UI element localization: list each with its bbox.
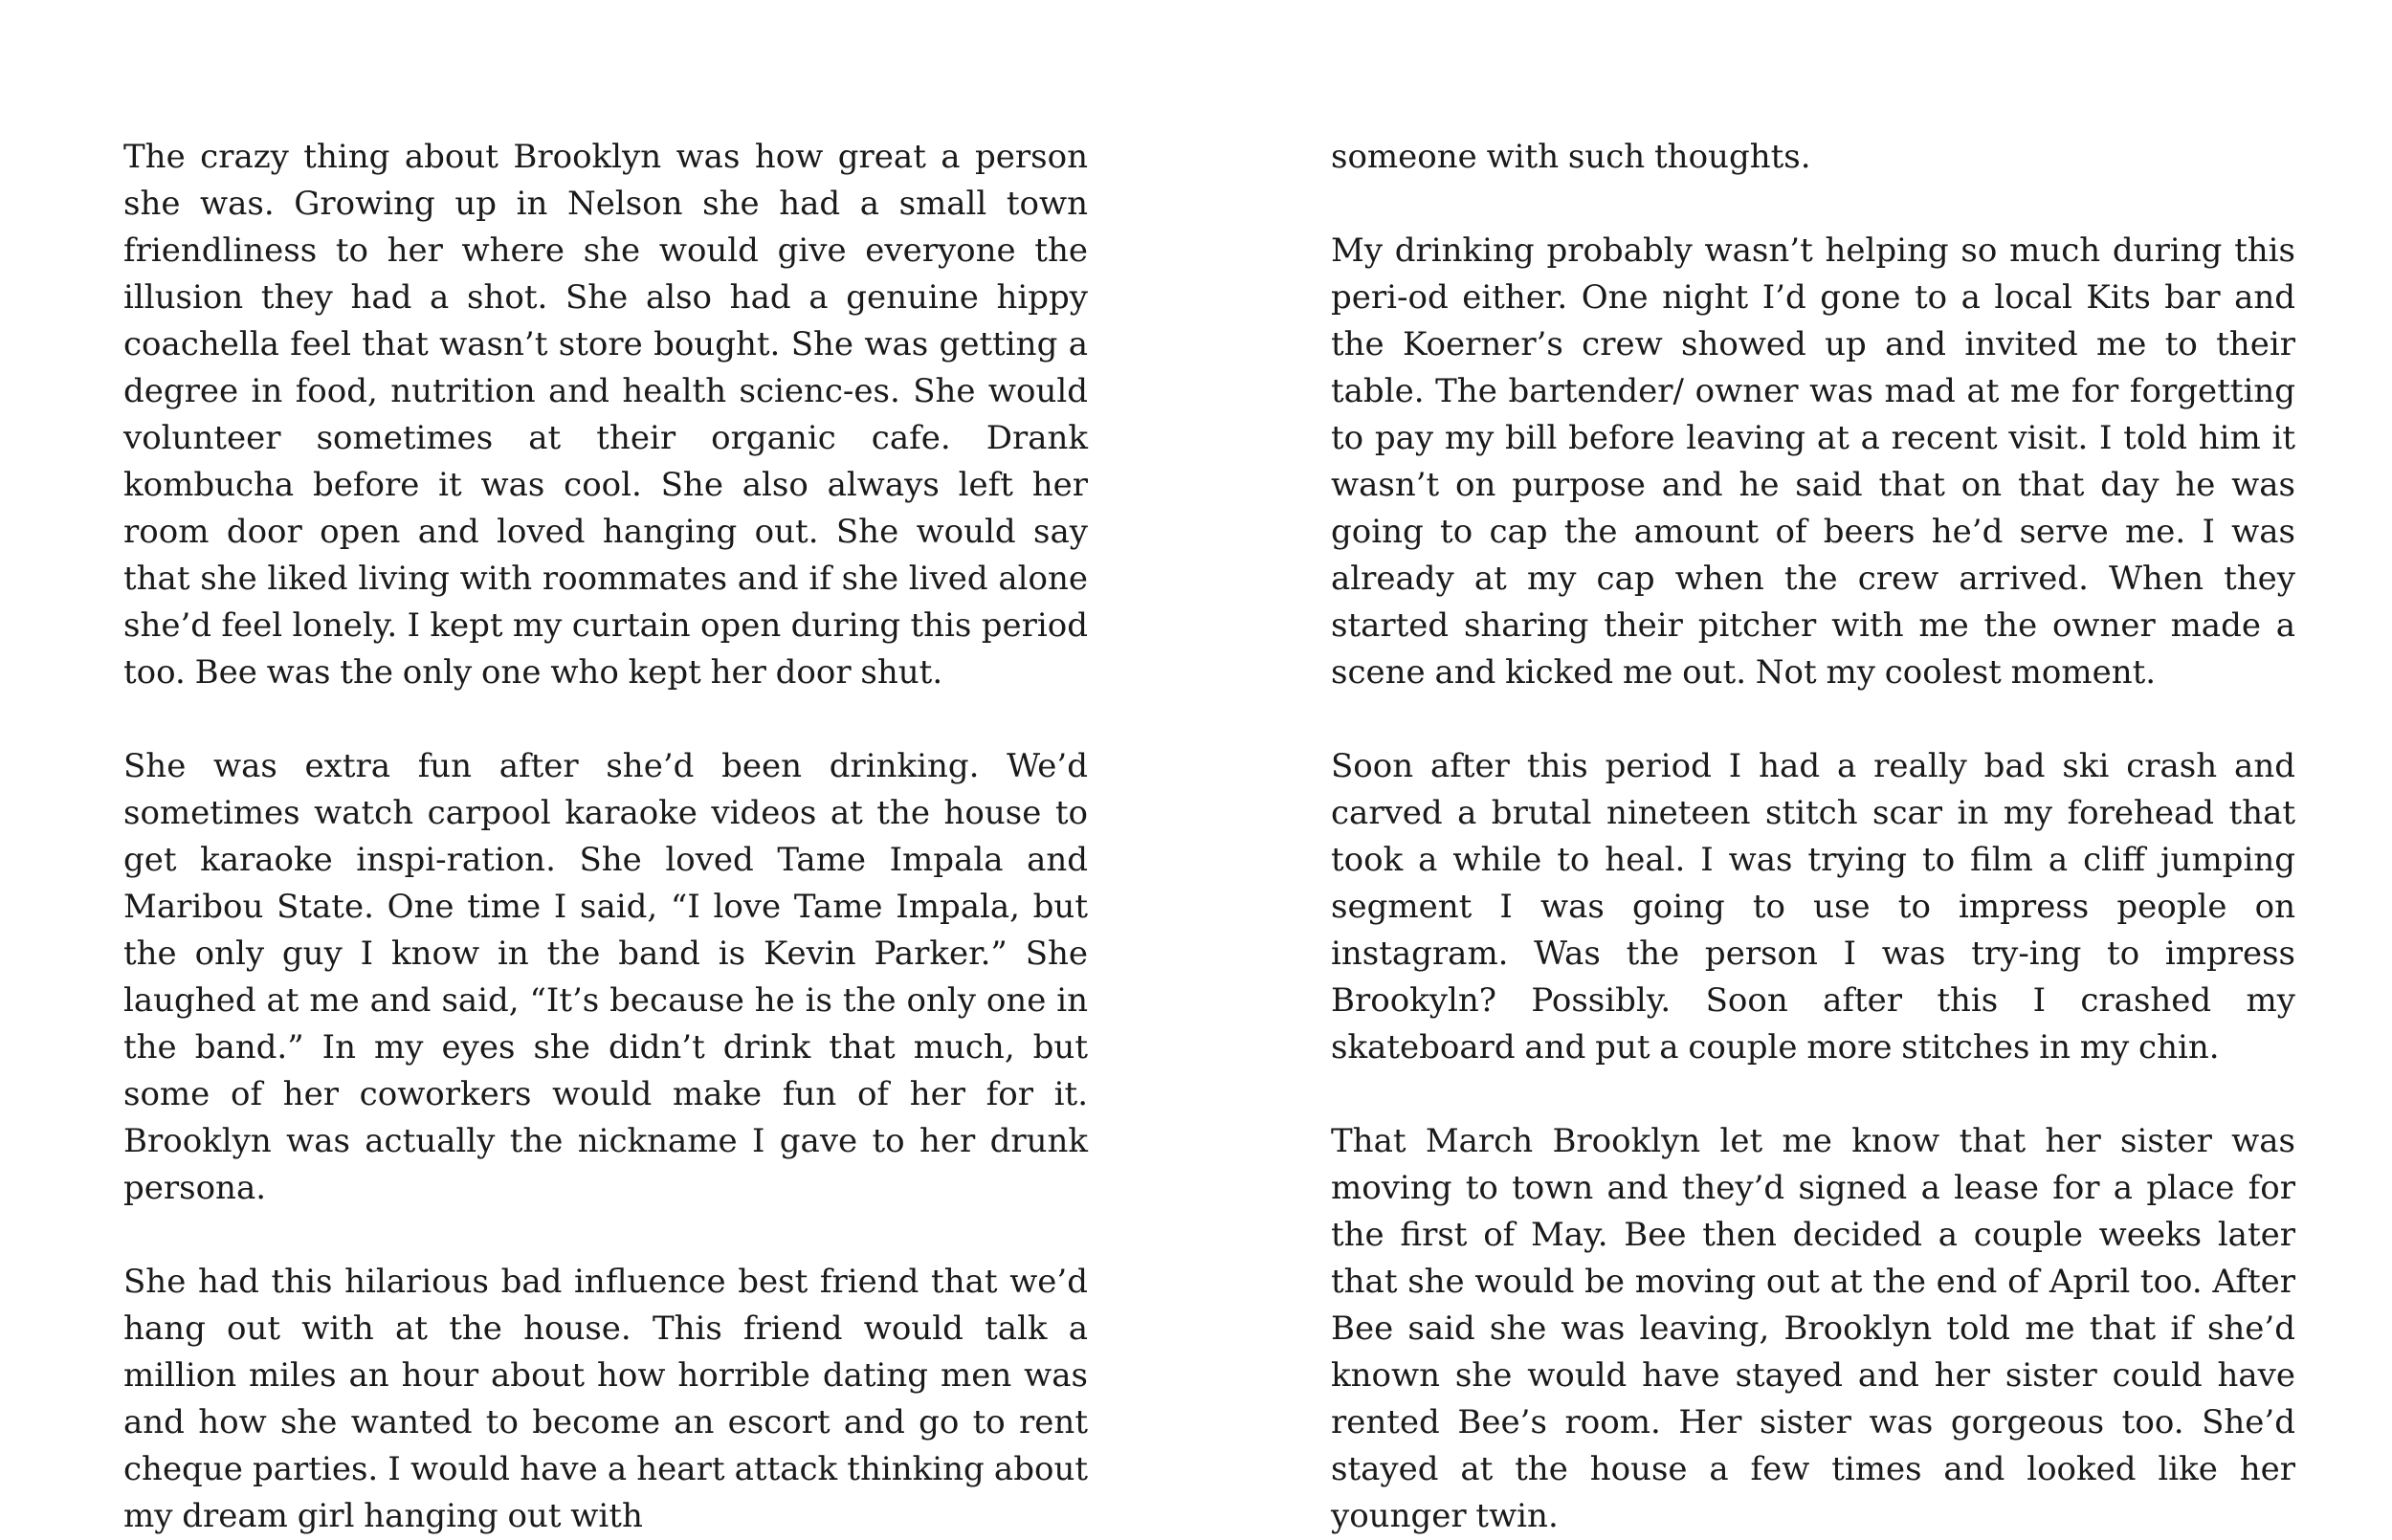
right-paragraph-3: Soon after this period I had a really bad ski crash and carved a brutal nineteen stitch scar in my forehead that took a while to heal. I was trying to film a cliff jumping segment I was going to use to impress people on instagram. Was the person I was try-ing to impress Brookyln? Possibly. Soon after this I crashed my skateboard and put a couple more stitches in my chin. xyxy=(1331,747,2295,1067)
right-paragraph-1: someone with such thoughts. xyxy=(1331,138,1811,176)
left-paragraph-2: She was extra fun after she’d been drinking. We’d sometimes watch carpool karaoke videos at the house to get karaoke inspi-ration. She loved Tame Impala and Maribou State. One time I said, “I love Tame Impala, but the only guy I know in the band is Kevin Parker.” She laughed at me and said, “It’s because he is the only one in the band.” In my eyes she didn’t drink that much, but some of her coworkers would make fun of her for it. Brooklyn was actually the nickname I gave to her drunk persona. xyxy=(123,747,1088,1207)
right-paragraph-4: That March Brooklyn let me know that her sister was moving to town and they’d signed a lease for a place for the first of May. Bee then decided a couple weeks later that she would be moving out at the end of April too. After Bee said she was leaving, Brooklyn told me that if she’d known she would have stayed and her sister could have rented Bee’s room. Her sister was gorgeous too. She’d stayed at the house a few times and looked like her younger twin. xyxy=(1331,1122,2295,1535)
left-paragraph-3: She had this hilarious bad influence best friend that we’d hang out with at the house. This friend would talk a million miles an hour about how horrible dating men was and how she wanted to become an escort and go to rent cheque parties. I would have a heart attack thinking about my dream girl hanging out with xyxy=(123,1263,1088,1535)
left-page xyxy=(123,134,1088,1540)
left-paragraph-1: The crazy thing about Brooklyn was how great a person she was. Growing up in Nelson she had a small town friendliness to her where she would give everyone the illusion they had a shot. She also had a genuine hippy coachella feel that wasn’t store bought. She was getting a degree in food, nutrition and health scienc-es. She would volunteer sometimes at their organic cafe. Drank kombucha before it was cool. She also always left her room door open and loved hanging out. She would say that she liked living with roommates and if she lived alone she’d feel lonely. I kept my curtain open during this period too. Bee was the only one who kept her door shut. xyxy=(123,138,1088,692)
right-paragraph-2: My drinking probably wasn’t helping so much during this peri-od either. One night I’d gone to a local Kits bar and the Koerner’s crew showed up and invited me to their table. The bartender/ owner was mad at me for forgetting to pay my bill before leaving at a recent visit. I told him it wasn’t on purpose and he said that on that day he was going to cap the amount of beers he’d serve me. I was already at my cap when the crew arrived. When they started sharing their pitcher with me the owner made a scene and kicked me out. Not my coolest moment. xyxy=(1331,231,2295,692)
right-page xyxy=(1331,134,2295,1540)
